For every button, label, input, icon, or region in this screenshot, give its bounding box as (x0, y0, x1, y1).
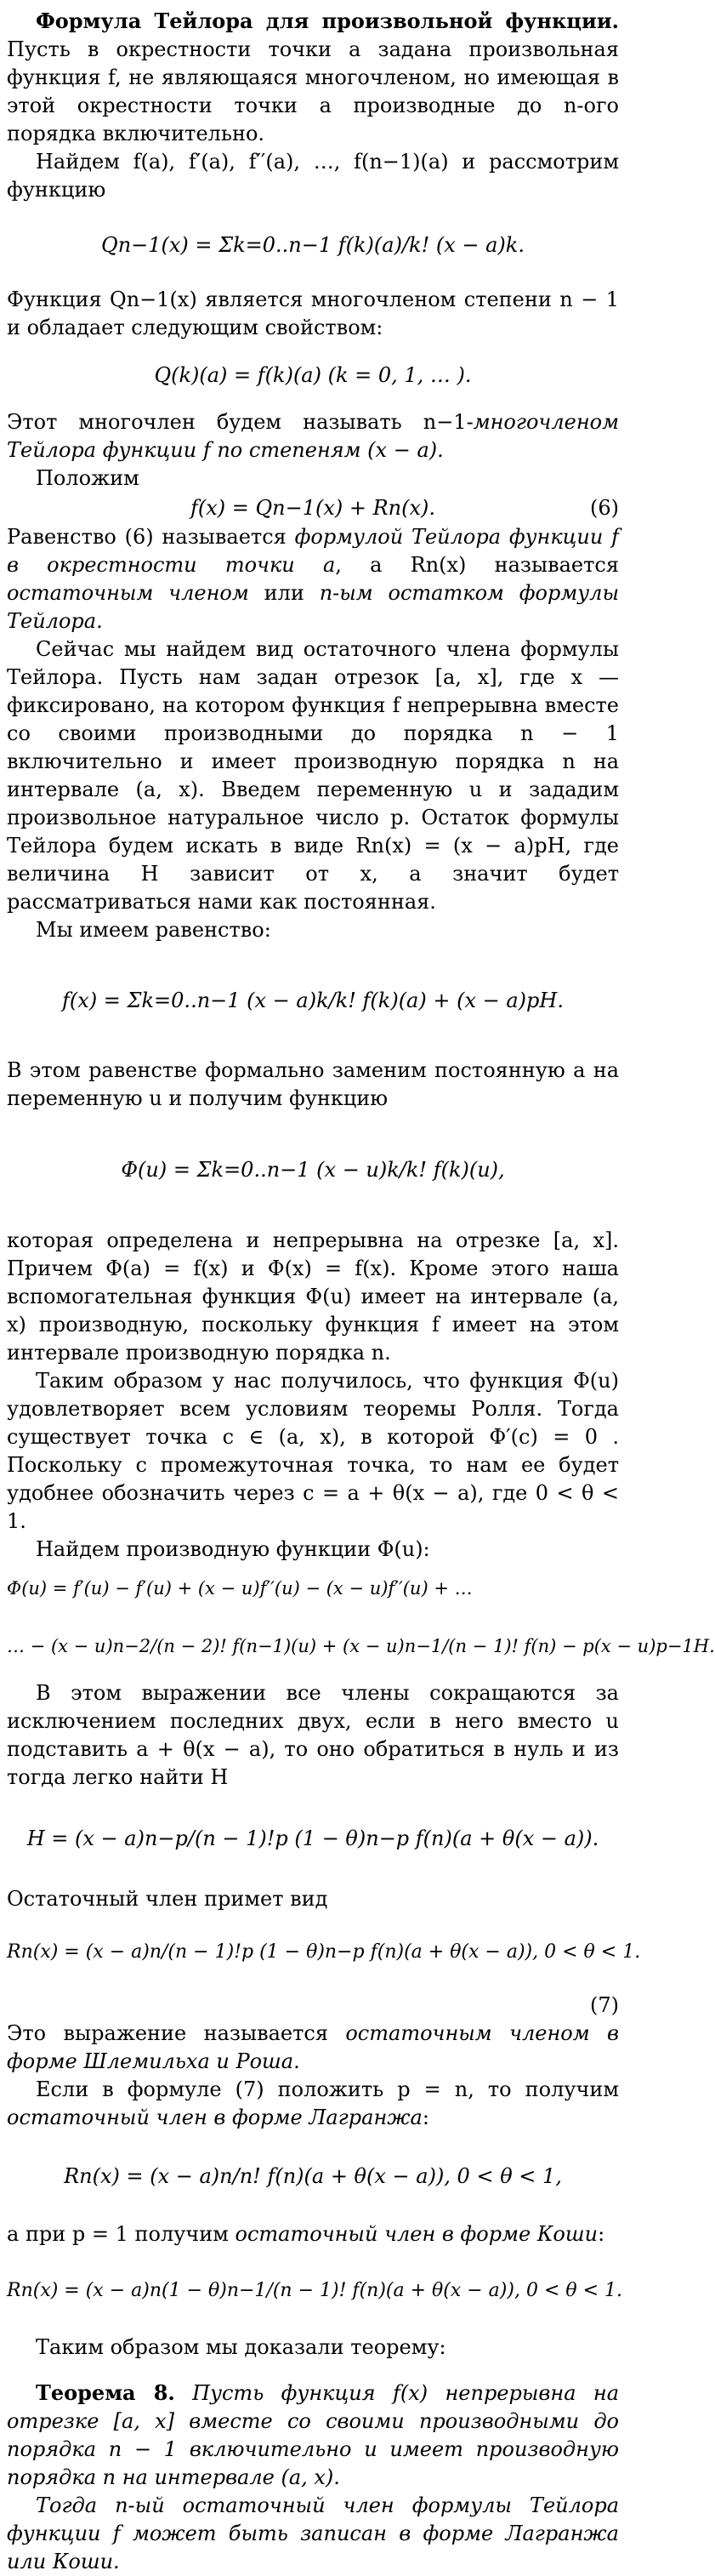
text-span: : (598, 2222, 605, 2246)
section-heading: Формула Тейлора для произвольной функции. (36, 9, 619, 33)
paragraph-find-derivatives: Найдем f(a), f′(a), f′′(a), …, f(n−1)(a) и рассмотрим функцию (7, 150, 619, 202)
equation-6-text: f(x) = Qn−1(x) + Rn(x). (190, 496, 436, 520)
paragraph-schlomilch-roche (7, 2020, 619, 2076)
term-nth-remainder: n-ым остатком формулы Тейлора. (7, 581, 620, 633)
paragraph-find-derivative: Найдем производную функции Φ(u): (36, 1537, 430, 1561)
equation-derivative-property-text: Q(k)(a) = f(k)(a) (k = 0, 1, … ). (154, 363, 472, 387)
equation-derivative-property (7, 342, 619, 408)
theorem-8 (7, 2379, 619, 2492)
paragraph-formula-name (7, 523, 619, 635)
text-span: а при p = 1 получим (7, 2222, 235, 2246)
term-cauchy: остаточный член в форме Коши (235, 2222, 599, 2246)
paragraph-proved: Таким образом мы доказали теорему: (36, 2335, 446, 2359)
paragraph-intro: Пусть в окрестности точки a задана произвольная функция f, не являющаяся многочленом, но имеющая в этой окрестности точки a производные до n-ого порядка включительно. (7, 37, 619, 145)
equation-phi (7, 1113, 619, 1227)
text-span: Этот многочлен будем называть n−1- (7, 410, 474, 434)
paragraph-we-have: Мы имеем равенство: (36, 918, 271, 942)
term-lagrange: остаточный член в форме Лагранжа (7, 2106, 423, 2129)
paragraph-lagrange (7, 2076, 619, 2132)
text-span: Если в формуле (7) положить p = n, то получим (36, 2077, 619, 2101)
equation-6 (7, 493, 619, 523)
equation-phi-derivative-line2-text: … − (x − u)n−2/(n − 2)! f(n−1)(u) + (x − u)n−1/(n − 1)! f(n) − p(x − u)p−1H. (7, 1636, 715, 1656)
equation-7-number-row (7, 1992, 619, 2020)
text-span: или (248, 581, 320, 605)
equation-phi-text: Φ(u) = Σk=0..n−1 (x − u)k/k! f(k)(u), (121, 1158, 505, 1182)
paragraph-let: Положим (36, 466, 139, 490)
paragraph-polynomial-name (7, 408, 619, 464)
theorem-statement: Пусть функция f(x) непрерывна на отрезке [a, x] вместе со своими производными до порядка n − 1 включительно и имеет производную порядка n на интервале (a, x). (7, 2381, 619, 2489)
section-paragraph-intro (7, 7, 619, 148)
term-taylor-formula: формулой Тейлора функции f в окрестности точки a (7, 525, 619, 577)
equation-phi-derivative-line2 (7, 1613, 715, 1679)
equation-7-text: Rn(x) = (x − a)n/(n − 1)!p (1 − θ)n−p f(n)(a + θ(x − a)), 0 < θ < 1. (7, 1941, 641, 1963)
equation-lagrange (7, 2132, 619, 2220)
equation-H (7, 1792, 619, 1885)
equation-lagrange-text: Rn(x) = (x − a)n/n! f(n)(a + θ(x − a)), 0 < θ < 1, (64, 2164, 562, 2188)
text-span: , а Rn(x) называется (335, 553, 619, 577)
text-span: : (422, 2106, 429, 2129)
equation-phi-derivative-line1 (7, 1564, 619, 1613)
theorem-label: Теорема 8. (36, 2380, 175, 2405)
text-span: Равенство (6) называется (7, 525, 295, 549)
term-schlomilch-roche: остаточным членом в форме Шлемильха и Роша. (7, 2021, 619, 2073)
equation-fx-expansion (7, 944, 619, 1057)
paragraph-phi-properties: которая определена и непрерывна на отрезке [a, x]. Причем Φ(a) = f(x) и Φ(x) = f(x). Кроме этого наша вспомогательная функция Φ(u) имеет на интервале (a, x) производную, поскольку функция f имеет на этом интервале производную порядка n. (7, 1228, 619, 1365)
paragraph-remainder-setup: Сейчас мы найдем вид остаточного члена формулы Тейлора. Пусть нам задан отрезок [a, x], где x — фиксировано, на котором функция f непрерывна вместе со своими производными до порядка n − 1 включительно и имеет производную порядка n на интервале (a, x). Введем переменную u и зададим произвольное натуральное число p. Остаток формулы Тейлора будем искать в виде Rn(x) = (x − a)pH, где величина H зависит от x, а значит будет рассматриваться нами как постоянная. (7, 637, 619, 914)
theorem-8-conclusion: Тогда n-ый остаточный член формулы Тейлора функции f может быть записан в форме Лагранжа или Коши. (7, 2493, 619, 2573)
paragraph-rolle: Таким образом у нас получилось, что функция Φ(u) удовлетворяет всем условиям теоремы Ролля. Тогда существует точка c ∈ (a, x), в которой Φ′(c) = 0 . Поскольку c промежуточная точка, то нам ее будет удобнее обозначить через c = a + θ(x − a), где 0 < θ < 1. (7, 1369, 619, 1533)
equation-phi-derivative-line1-text: Φ(u) = f′(u) − f′(u) + (x − u)f′′(u) − (x − u)f′′(u) + … (7, 1578, 473, 1599)
term-taylor-polynomial: многочленом Тейлора функции f по степеням (x − a). (7, 410, 619, 462)
equation-cauchy-text: Rn(x) = (x − a)n(1 − θ)n−1/(n − 1)! f(n)(a + θ(x − a)), 0 < θ < 1. (7, 2280, 623, 2301)
paragraph-polynomial-property: Функция Qn−1(x) является многочленом степени n − 1 и обладает следующим свойством: (7, 288, 619, 339)
equation-7 (7, 1913, 641, 1992)
text-span: Это выражение называется (7, 2021, 346, 2045)
equation-fx-expansion-text: f(x) = Σk=0..n−1 (x − a)k/k! f(k)(a) + (x − a)pH. (62, 989, 564, 1012)
equation-taylor-polynomial (7, 204, 619, 286)
paragraph-cauchy (7, 2220, 619, 2248)
equation-H-text: H = (x − a)n−p/(n − 1)!p (1 − θ)n−p f(n)(a + θ(x − a)). (26, 1827, 599, 1850)
paragraph-cancel-terms: В этом выражении все члены сокращаются за исключением последних двух, если в него вместо u подставить a + θ(x − a), то оно обратиться в нуль и из тогда легко найти H (7, 1681, 619, 1789)
paragraph-remainder-form: Остаточный член примет вид (7, 1887, 328, 1911)
equation-cauchy (7, 2248, 623, 2334)
equation-6-number: (6) (590, 496, 619, 520)
paragraph-replace-constant: В этом равенстве формально заменим постоянную a на переменную u и получим функцию (7, 1058, 619, 1110)
equation-taylor-polynomial-text: Qn−1(x) = Σk=0..n−1 f(k)(a)/k! (x − a)k. (101, 233, 525, 257)
term-remainder: остаточным членом (7, 581, 249, 605)
equation-7-number: (7) (590, 1993, 619, 2017)
